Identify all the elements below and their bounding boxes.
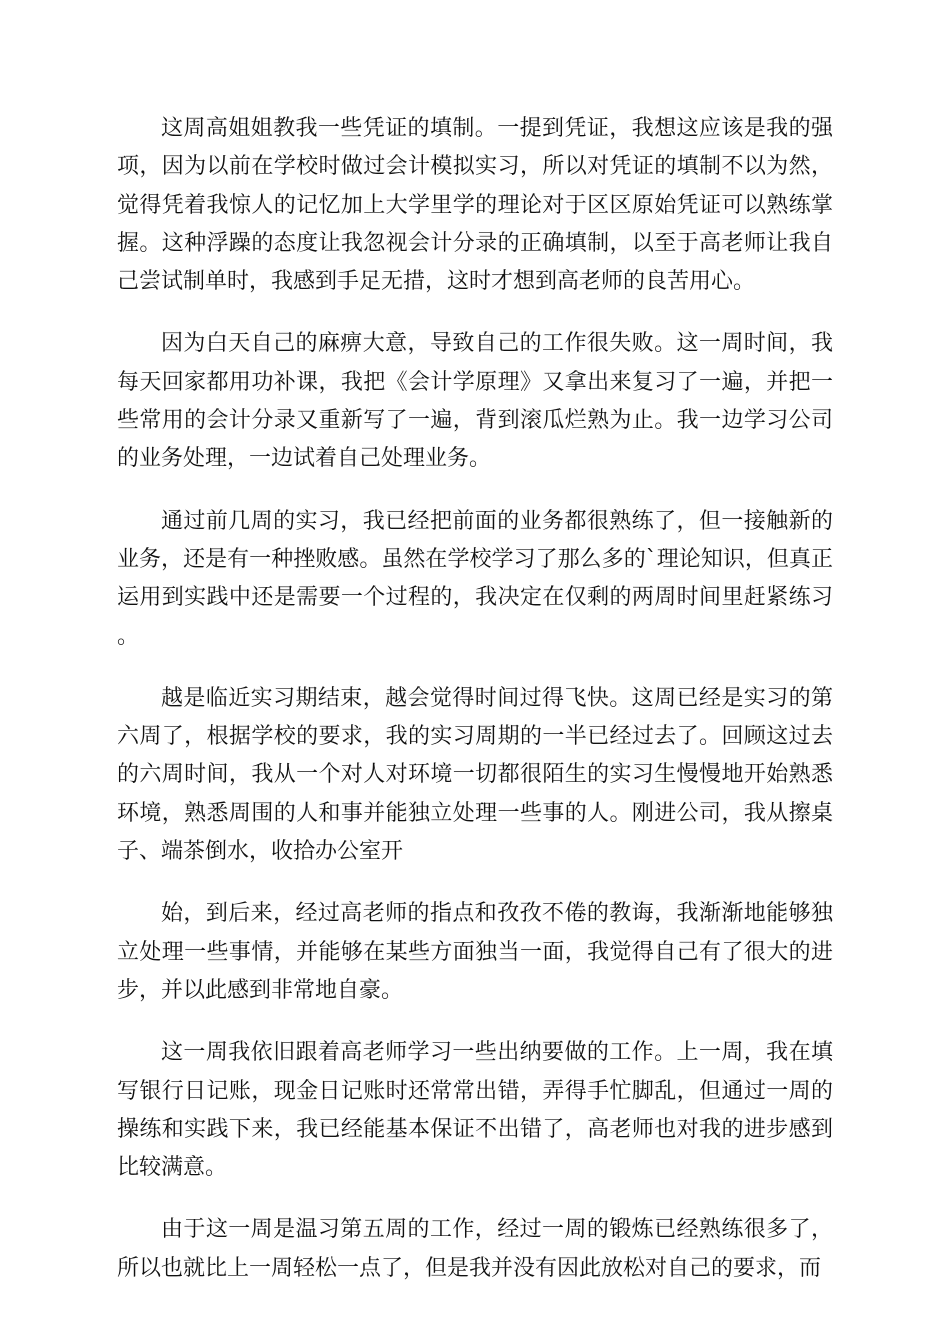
paragraph-7: 由于这一周是温习第五周的工作，经过一周的锻炼已经熟练很多了，所以也就比上一周轻松一点了，但是我并没有因此放松对自己的要求，而	[117, 1217, 833, 1281]
paragraph-6: 这一周我依旧跟着高老师学习一些出纳要做的工作。上一周，我在填写银行日记账，现金日记账时还常常出错，弄得手忙脚乱，但通过一周的操练和实践下来，我已经能基本保证不出错了，高老师也对我的进步感到比较满意。	[117, 1040, 833, 1181]
paragraph-4: 越是临近实习期结束，越会觉得时间过得飞快。这周已经是实习的第六周了，根据学校的要求，我的实习周期的一半已经过去了。回顾这过去的六周时间，我从一个对人对环境一切都很陌生的实习生慢慢地开始熟悉环境，熟悉周围的人和事并能独立处理一些事的人。刚进公司，我从擦桌子、端茶倒水，收拾办公室开	[117, 685, 833, 865]
paragraph-3: 通过前几周的实习，我已经把前面的业务都很熟练了，但一接触新的业务，还是有一种挫败感。虽然在学校学习了那么多的`理论知识，但真正运用到实践中还是需要一个过程的，我决定在仅剩的两周时间里赶紧练习。	[117, 508, 833, 649]
paragraph-1: 这周高姐姐教我一些凭证的填制。一提到凭证，我想这应该是我的强项，因为以前在学校时做过会计模拟实习，所以对凭证的填制不以为然，觉得凭着我惊人的记忆加上大学里学的理论对于区区原始凭证可以熟练掌握。这种浮躁的态度让我忽视会计分录的正确填制，以至于高老师让我自己尝试制单时，我感到手足无措，这时才想到高老师的良苦用心。	[117, 116, 833, 295]
document-body	[117, 110, 833, 1312]
paragraph-2: 因为白天自己的麻痹大意，导致自己的工作很失败。这一周时间，我每天回家都用功补课，我把《会计学原理》又拿出来复习了一遍，并把一些常用的会计分录又重新写了一遍，背到滚瓜烂熟为止。我一边学习公司的业务处理，一边试着自己处理业务。	[117, 331, 833, 472]
paragraph-5: 始，到后来，经过高老师的指点和孜孜不倦的教诲，我渐渐地能够独立处理一些事情，并能够在某些方面独当一面，我觉得自己有了很大的进步，并以此感到非常地自豪。	[117, 901, 833, 1003]
